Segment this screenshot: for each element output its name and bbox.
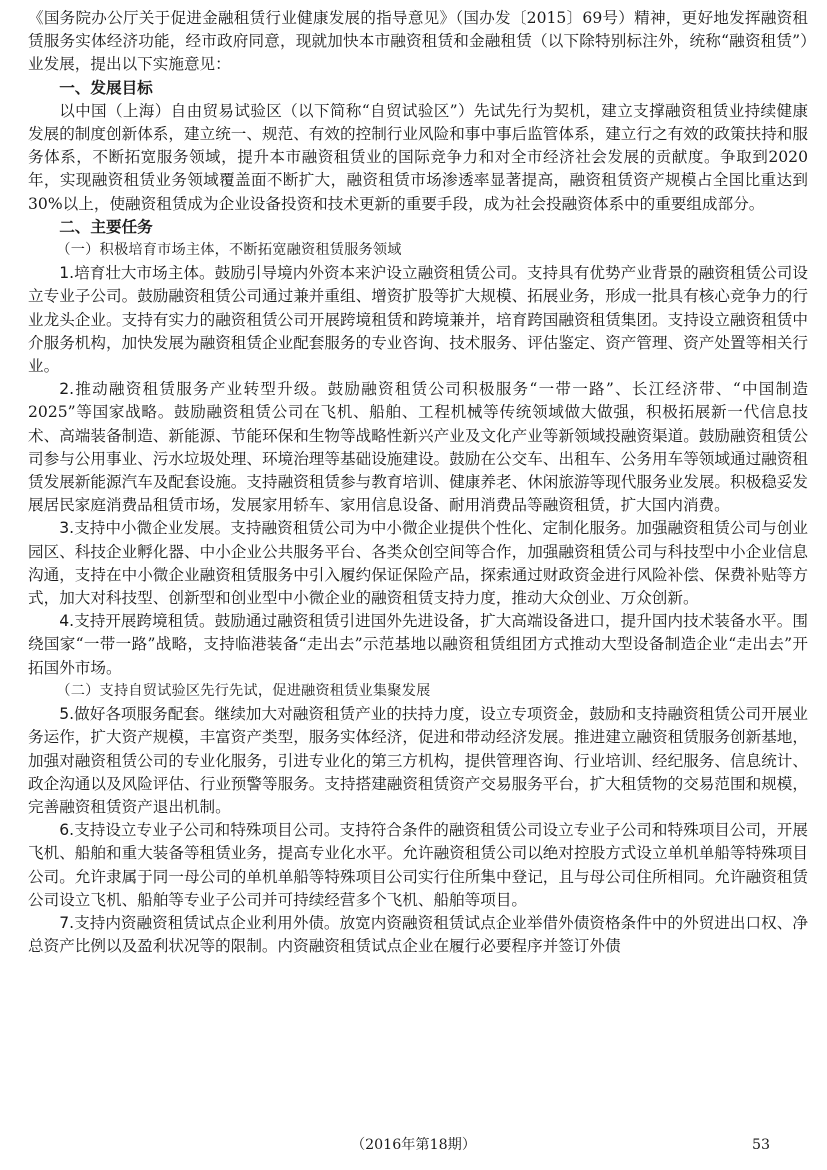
task-text: 鼓励通过融资租赁引进国外先进设备，扩大高端设备进口，提升国内技术装备水平。围绕国家“一带一路”战略，支持临港装备“走出去”示范基地以融资租赁组团方式推动大型设备制造企业“走出去”开拓国外市场。 bbox=[28, 612, 808, 677]
page-footer bbox=[0, 1133, 827, 1157]
subsection-heading-market: （一）积极培育市场主体，不断拓宽融资租赁服务领域 bbox=[56, 242, 402, 259]
task-paragraph bbox=[28, 703, 808, 819]
document-body bbox=[28, 7, 808, 958]
task-text: 支持融资租赁公司为中小微企业提供个性化、定制化服务。加强融资租赁公司与创业园区、科技企业孵化器、中小企业公共服务平台、各类众创空间等合作，加强融资租赁公司与科技型中小企业信息沟通，支持在中小微企业融资租赁服务中引入履约保证保险产品，探索通过财政资金进行风险补偿、保费补贴等方式，加大对科技型、创新型和创业型中小微企业的融资租赁支持力度，推动大众创业、万众创新。 bbox=[28, 519, 808, 608]
task-lead: 4.支持开展跨境租赁。 bbox=[59, 612, 215, 631]
task-lead: 6.支持设立专业子公司和特殊项目公司。 bbox=[59, 821, 340, 840]
intro-paragraph: 《国务院办公厅关于促进金融租赁行业健康发展的指导意见》（国办发〔2015〕69号）精神，更好地发挥融资租赁服务实体经济功能，经市政府同意，现就加快本市融资租赁和金融租赁（以下除特别标注外，统称“融资租赁”）业发展，提出以下实施意见： bbox=[28, 9, 808, 74]
task-lead: 3.支持中小微企业发展。 bbox=[59, 519, 231, 538]
task-lead: 2.推动融资租赁服务产业转型升级。 bbox=[59, 380, 328, 399]
task-paragraph bbox=[28, 517, 808, 610]
task-text: 继续加大对融资租赁产业的扶持力度，设立专项资金，鼓励和支持融资租赁公司开展业务运作，扩大资产规模，丰富资产类型，服务实体经济，促进和带动经济发展。推进建立融资租赁服务创新基地，加强对融资租赁公司的专业化服务，引进专业化的第三方机构，提供管理咨询、行业培训、经纪服务、信息统计、政企沟通以及风险评估、行业预警等服务。支持搭建融资租赁资产交易服务平台，扩大租赁物的交易范围和规模，完善融资租赁资产退出机制。 bbox=[28, 705, 808, 816]
task-paragraph bbox=[28, 378, 808, 517]
task-text: 鼓励引导境内外资本来沪设立融资租赁公司。支持具有优势产业背景的融资租赁公司设立专业子公司。鼓励融资租赁公司通过兼并重组、增资扩股等扩大规模、拓展业务，形成一批具有核心竞争力的行业龙头企业。支持有实力的融资租赁公司开展跨境租赁和跨境兼并，培育跨国融资租赁集团。支持设立融资租赁中介服务机构，加快发展为融资租赁企业配套服务的专业咨询、技术服务、评估鉴定、资产管理、资产处置等相关行业。 bbox=[28, 264, 808, 376]
task-text: 支持符合条件的融资租赁公司设立专业子公司和特殊项目公司，开展飞机、船舶和重大装备等租赁业务，提高专业化水平。允许融资租赁公司以绝对控股方式设立单机单船等特殊项目公司。允许隶属于同一母公司的单机单船等特殊项目公司实行住所集中登记，且与母公司住所相同。允许融资租赁公司设立飞机、船舶等专业子公司并可持续经营多个飞机、船舶等项目。 bbox=[28, 821, 808, 909]
goals-paragraph: 以中国（上海）自由贸易试验区（以下简称“自贸试验区”）先试先行为契机，建立支撑融资租赁业持续健康发展的制度创新体系，建立统一、规范、有效的控制行业风险和事中事后监管体系，建立行之有效的政策扶持和服务体系，不断拓宽服务领域，提升本市融资租赁业的国际竞争力和对全市经济社会发展的贡献度。争取到2020年，实现融资租赁业务领域覆盖面不断扩大，融资租赁市场渗透率显著提高，融资租赁资产规模占全国比重达到30%以上，使融资租赁成为企业设备投资和技术更新的重要手段，成为社会投融资体系中的重要组成部分。 bbox=[28, 101, 808, 213]
task-text: 鼓励融资租赁公司积极服务“一带一路”、长江经济带、“中国制造2025”等国家战略。鼓励融资租赁公司在飞机、船舶、工程机械等传统领域做大做强，积极拓展新一代信息技术、高端装备制造、新能源、节能环保和生物等战略性新兴产业及文化产业等新领域投融资渠道。鼓励融资租赁公司参与公用事业、污水垃圾处理、环境治理等基础设施建设。鼓励在公交车、出租车、公务用车等领域通过融资租赁发展新能源汽车及配套设施。支持融资租赁参与教育培训、健康养老、休闲旅游等现代服务业发展。积极稳妥发展居民家庭消费品租赁市场，发展家用轿车、家用信息设备、耐用消费品等融资租赁，扩大国内消费。 bbox=[28, 380, 808, 515]
subsection-heading-ftz: （二）支持自贸试验区先行先试，促进融资租赁业集聚发展 bbox=[56, 682, 431, 699]
task-text: 放宽内资融资租赁试点企业举借外债资格条件中的外贸进出口权、净总资产比例以及盈利状况等的限制。内资融资租赁试点企业在履行必要程序并签订外债 bbox=[28, 913, 808, 956]
task-paragraph bbox=[28, 912, 808, 958]
task-lead: 7.支持内资融资租赁试点企业利用外债。 bbox=[59, 913, 340, 932]
page-number: 53 bbox=[751, 1137, 770, 1153]
task-lead: 5.做好各项服务配套。 bbox=[59, 705, 215, 724]
task-lead: 1.培育壮大市场主体。 bbox=[59, 264, 215, 283]
section-heading-goals: 一、发展目标 bbox=[59, 78, 153, 97]
task-paragraph bbox=[28, 262, 808, 378]
task-paragraph bbox=[28, 610, 808, 680]
task-paragraph bbox=[28, 819, 808, 912]
issue-label: （2016年第18期） bbox=[350, 1137, 477, 1153]
section-heading-tasks: 二、主要任务 bbox=[59, 217, 153, 236]
